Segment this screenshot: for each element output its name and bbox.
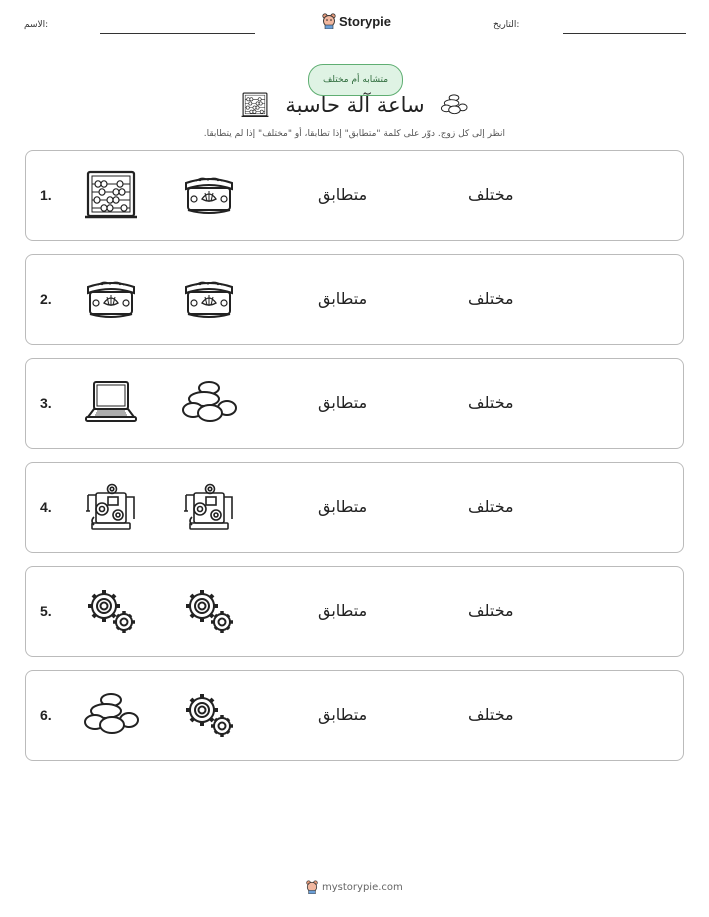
item-number: 3. bbox=[40, 395, 52, 411]
stones-icon bbox=[82, 689, 140, 741]
item-row bbox=[25, 462, 684, 553]
option-same[interactable]: متطابق bbox=[318, 601, 368, 620]
item-row bbox=[25, 566, 684, 657]
gears-icon bbox=[180, 689, 238, 741]
option-same[interactable]: متطابق bbox=[318, 185, 368, 204]
item-row bbox=[25, 670, 684, 761]
item-number: 4. bbox=[40, 499, 52, 515]
stones-icon bbox=[180, 377, 238, 429]
option-different[interactable]: مختلف bbox=[468, 393, 514, 412]
name-label: الاسم: bbox=[24, 20, 49, 30]
abacus-icon bbox=[240, 90, 270, 120]
worksheet-type-badge: متشابه أم مختلف bbox=[308, 64, 403, 96]
ornate-box-icon bbox=[180, 273, 238, 325]
option-different[interactable]: مختلف bbox=[468, 601, 514, 620]
instructions: انظر إلى كل زوج. دوّر على كلمة "متطابق" إذا تطابقا، أو "مختلف" إذا لم يتطابقا. bbox=[203, 129, 505, 139]
ornate-box-icon bbox=[180, 169, 238, 221]
option-different[interactable]: مختلف bbox=[468, 185, 514, 204]
name-line[interactable] bbox=[100, 33, 255, 34]
option-same[interactable]: متطابق bbox=[318, 289, 368, 308]
gears-icon bbox=[82, 585, 140, 637]
laptop-icon bbox=[82, 377, 140, 429]
item-number: 6. bbox=[40, 707, 52, 723]
item-number: 5. bbox=[40, 603, 52, 619]
item-row bbox=[25, 150, 684, 241]
page-title: ساعة آلة حاسبة bbox=[285, 93, 425, 117]
date-label: التاريخ: bbox=[493, 20, 520, 30]
bear-logo-icon bbox=[322, 13, 336, 29]
footer-url[interactable]: mystorypie.com bbox=[322, 881, 403, 893]
option-different[interactable]: مختلف bbox=[468, 289, 514, 308]
bear-logo-icon bbox=[306, 880, 318, 894]
option-same[interactable]: متطابق bbox=[318, 497, 368, 516]
ornate-box-icon bbox=[82, 273, 140, 325]
machine-icon bbox=[180, 481, 238, 533]
option-same[interactable]: متطابق bbox=[318, 705, 368, 724]
item-number: 2. bbox=[40, 291, 52, 307]
option-different[interactable]: مختلف bbox=[468, 705, 514, 724]
gears-icon bbox=[180, 585, 238, 637]
machine-icon bbox=[82, 481, 140, 533]
brand-name: Storypie bbox=[339, 13, 392, 29]
date-line[interactable] bbox=[563, 33, 686, 34]
storypie-logo bbox=[322, 13, 391, 29]
option-different[interactable]: مختلف bbox=[468, 497, 514, 516]
item-number: 1. bbox=[40, 187, 52, 203]
footer bbox=[306, 880, 403, 894]
option-same[interactable]: متطابق bbox=[318, 393, 368, 412]
abacus-icon bbox=[82, 169, 140, 221]
item-row bbox=[25, 254, 684, 345]
item-row bbox=[25, 358, 684, 449]
stones-icon bbox=[440, 92, 468, 118]
